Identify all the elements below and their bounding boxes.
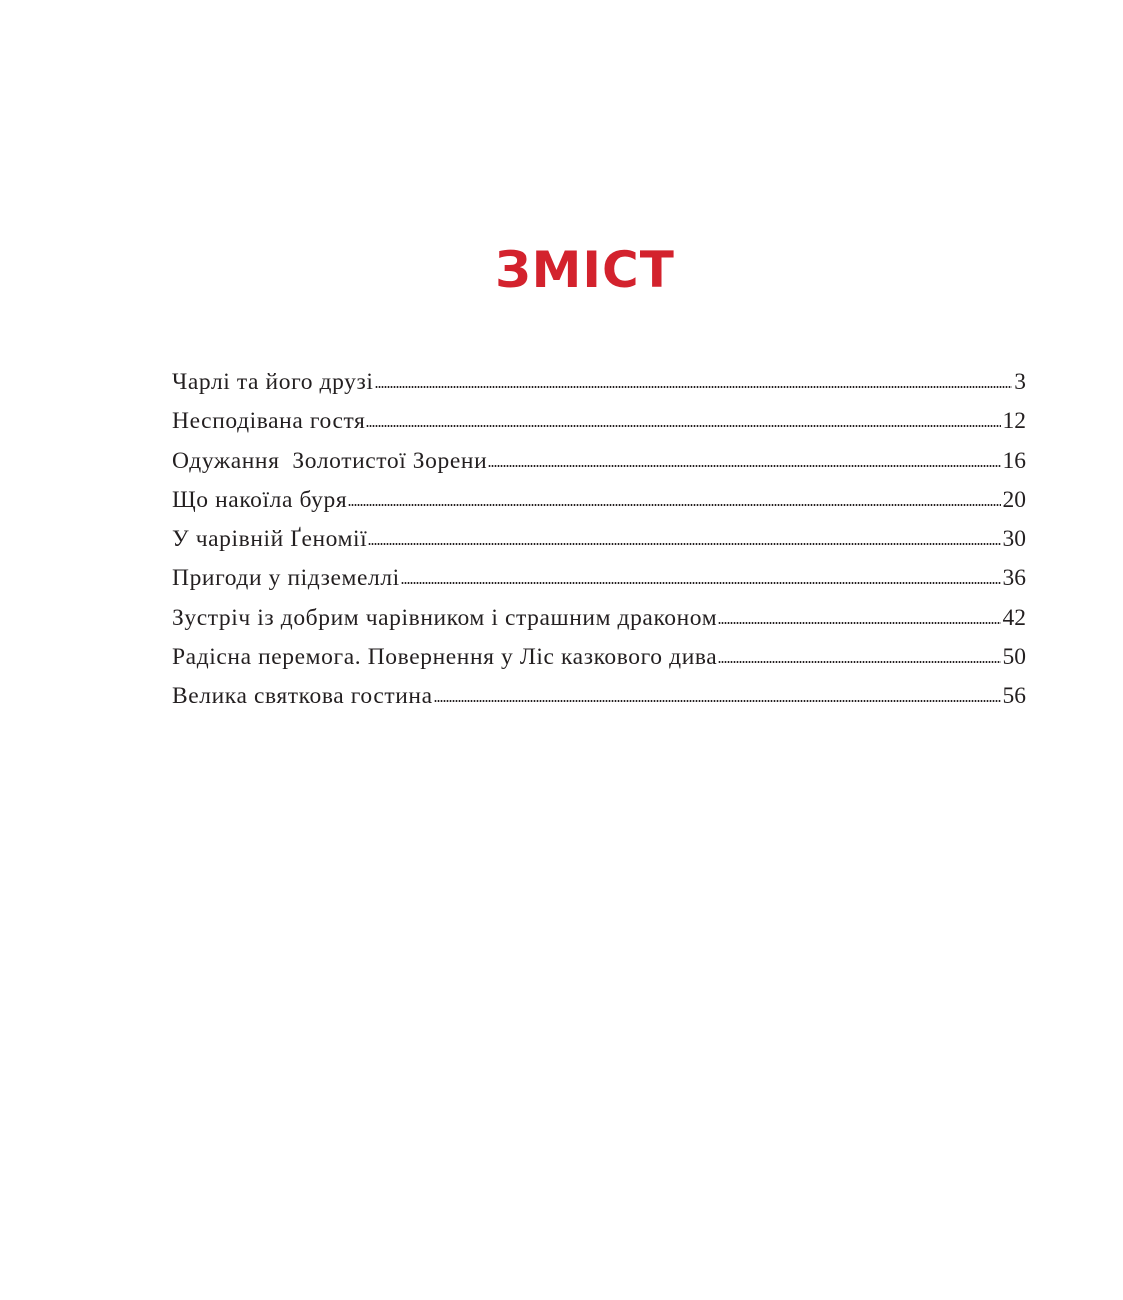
- toc-entry[interactable]: [172, 520, 1026, 559]
- toc-entry-title: Чарлі та його друзі: [172, 369, 374, 395]
- toc-entry-title: Велика святкова гостина: [172, 683, 433, 710]
- toc-entry-page: 50: [1002, 644, 1026, 671]
- dot-leader: [488, 465, 1000, 467]
- toc-entry[interactable]: [172, 363, 1026, 402]
- toc-entry[interactable]: [172, 638, 1026, 677]
- toc-entry-page: 36: [1002, 565, 1026, 592]
- dot-leader: [375, 386, 1013, 388]
- toc-entry-page: 20: [1002, 486, 1026, 513]
- toc-entry[interactable]: [172, 559, 1026, 598]
- toc-entry-page: 42: [1002, 604, 1026, 631]
- dot-leader: [401, 582, 1001, 584]
- dot-leader: [718, 661, 1000, 663]
- table-of-contents: [172, 363, 1026, 717]
- toc-entry-title: Зустріч із добрим чарівником і страшним драконом: [172, 604, 718, 631]
- toc-entry[interactable]: [172, 677, 1026, 716]
- contents-heading: ЗМІСТ: [495, 241, 675, 299]
- toc-entry-title: Пригоди у підземеллі: [172, 565, 400, 592]
- toc-entry-page: 56: [1002, 683, 1026, 710]
- dot-leader: [434, 700, 1001, 702]
- toc-entry-page: 30: [1002, 526, 1026, 553]
- dot-leader: [366, 425, 1000, 427]
- dot-leader: [718, 622, 1000, 624]
- toc-entry-page: 12: [1002, 408, 1026, 435]
- toc-entry-title: У чарівній Ґеномії: [172, 526, 368, 553]
- toc-entry-page: 3: [1014, 369, 1026, 395]
- dot-leader: [348, 504, 1000, 506]
- toc-entry[interactable]: [172, 481, 1026, 520]
- toc-entry-title: Одужання Золотистої Зорени: [172, 447, 488, 474]
- toc-entry-page: 16: [1002, 447, 1026, 474]
- toc-entry[interactable]: [172, 402, 1026, 441]
- toc-entry-title: Радісна перемога. Повернення у Ліс казкового дива: [172, 644, 718, 671]
- toc-entry[interactable]: [172, 442, 1026, 481]
- toc-entry-title: Несподівана гостя: [172, 408, 366, 435]
- toc-entry-title: Що накоїла буря: [172, 486, 348, 513]
- dot-leader: [368, 543, 1000, 545]
- toc-entry[interactable]: [172, 599, 1026, 638]
